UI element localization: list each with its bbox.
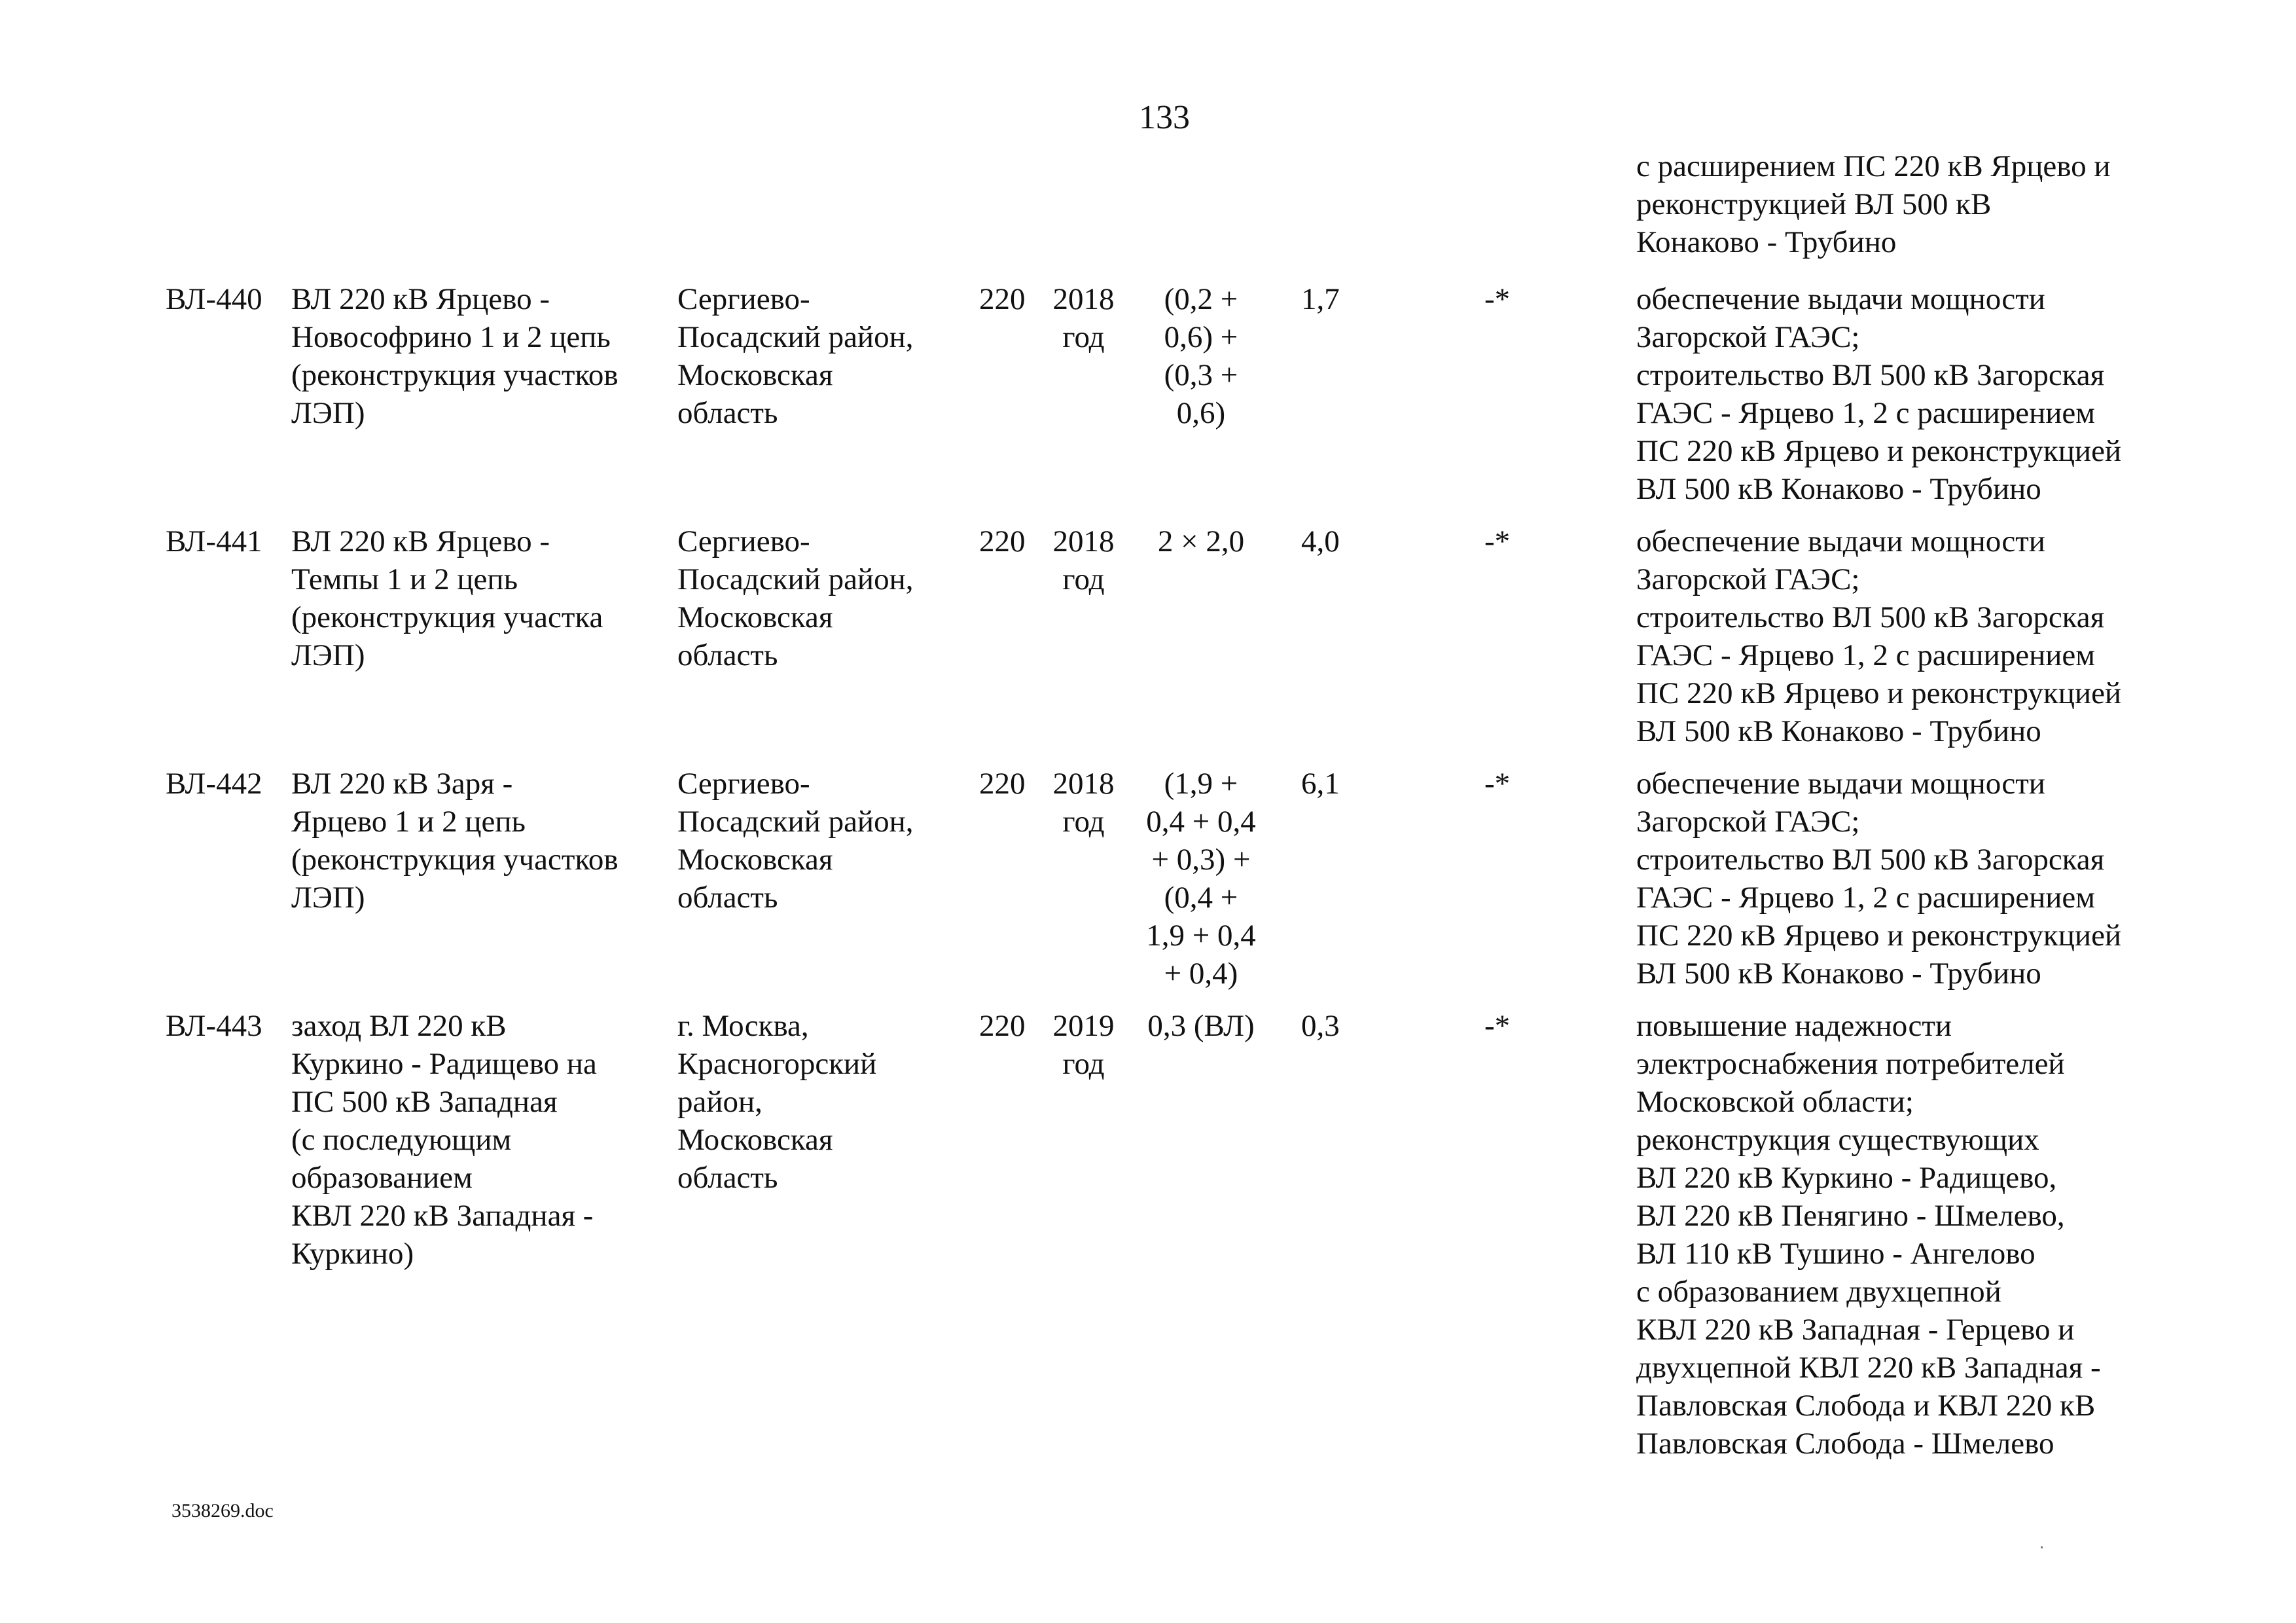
line-name: ВЛ 220 кВ Ярцево - Новософрино 1 и 2 цепь (реконструкция участков ЛЭП) — [291, 282, 619, 430]
line-note: -* — [1484, 282, 1511, 316]
line-code: ВЛ-443 — [166, 1009, 262, 1043]
line-location: Сергиево- Посадский район, Московская область — [677, 282, 914, 430]
line-length-total: 0,3 — [1301, 1009, 1340, 1043]
line-code: ВЛ-441 — [166, 524, 262, 558]
line-year: 2019 год — [1052, 1009, 1115, 1081]
line-length-breakdown: (1,9 + 0,4 + 0,4 + 0,3) + (0,4 + 1,9 + 0,4 + 0,4) — [1146, 767, 1256, 991]
line-year: 2018 год — [1052, 524, 1115, 596]
line-voltage: 220 — [979, 767, 1026, 801]
line-note: -* — [1484, 767, 1511, 801]
line-purpose: обеспечение выдачи мощности Загорской ГАЭС; строительство ВЛ 500 кВ Загорская ГАЭС - Ярцево 1, 2 с расширением ПС 220 кВ Ярцево и реконструкцией ВЛ 500 кВ Конаково - Трубино — [1636, 282, 2122, 506]
line-note: -* — [1484, 1009, 1511, 1043]
continued-purpose-text: с расширением ПС 220 кВ Ярцево и реконструкцией ВЛ 500 кВ Конаково - Трубино — [1636, 149, 2111, 259]
line-length-total: 4,0 — [1301, 524, 1340, 558]
line-voltage: 220 — [979, 282, 1026, 316]
line-voltage: 220 — [979, 524, 1026, 558]
line-year: 2018 год — [1052, 282, 1115, 354]
line-note: -* — [1484, 524, 1511, 558]
line-name: ВЛ 220 кВ Ярцево - Темпы 1 и 2 цепь (реконструкция участка ЛЭП) — [291, 524, 603, 672]
line-length-breakdown: 2 × 2,0 — [1157, 524, 1245, 558]
line-code: ВЛ-442 — [166, 767, 262, 801]
line-code: ВЛ-440 — [166, 282, 262, 316]
line-length-breakdown: (0,2 + 0,6) + (0,3 + 0,6) — [1164, 282, 1238, 430]
line-purpose: повышение надежности электроснабжения потребителей Московской области; реконструкция существующих ВЛ 220 кВ Куркино - Радищево, ВЛ 220 кВ Пенягино - Шмелево, ВЛ 110 кВ Тушино - Ангелово с образованием двухцепной КВЛ 220 кВ Западная - Герцево и двухцепной КВЛ 220 кВ Западная - Павловская Слобода и КВЛ 220 кВ Павловская Слобода - Шмелево — [1636, 1009, 2101, 1461]
page-number: 133 — [1139, 99, 1190, 136]
line-length-breakdown: 0,3 (ВЛ) — [1147, 1009, 1255, 1043]
line-location: Сергиево- Посадский район, Московская область — [677, 767, 914, 915]
line-voltage: 220 — [979, 1009, 1026, 1043]
line-length-total: 1,7 — [1301, 282, 1340, 316]
scan-speck — [2041, 1546, 2043, 1548]
line-purpose: обеспечение выдачи мощности Загорской ГАЭС; строительство ВЛ 500 кВ Загорская ГАЭС - Ярцево 1, 2 с расширением ПС 220 кВ Ярцево и реконструкцией ВЛ 500 кВ Конаково - Трубино — [1636, 767, 2122, 991]
document-filename: 3538269.doc — [171, 1500, 274, 1522]
line-purpose: обеспечение выдачи мощности Загорской ГАЭС; строительство ВЛ 500 кВ Загорская ГАЭС - Ярцево 1, 2 с расширением ПС 220 кВ Ярцево и реконструкцией ВЛ 500 кВ Конаково - Трубино — [1636, 524, 2122, 748]
line-length-total: 6,1 — [1301, 767, 1340, 801]
line-location: Сергиево- Посадский район, Московская область — [677, 524, 914, 672]
line-name: заход ВЛ 220 кВ Куркино - Радищево на ПС 500 кВ Западная (с последующим образованием КВЛ 220 кВ Западная - Куркино) — [291, 1009, 597, 1271]
line-year: 2018 год — [1052, 767, 1115, 839]
line-name: ВЛ 220 кВ Заря - Ярцево 1 и 2 цепь (реконструкция участков ЛЭП) — [291, 767, 619, 915]
line-location: г. Москва, Красногорский район, Московская область — [677, 1009, 877, 1195]
